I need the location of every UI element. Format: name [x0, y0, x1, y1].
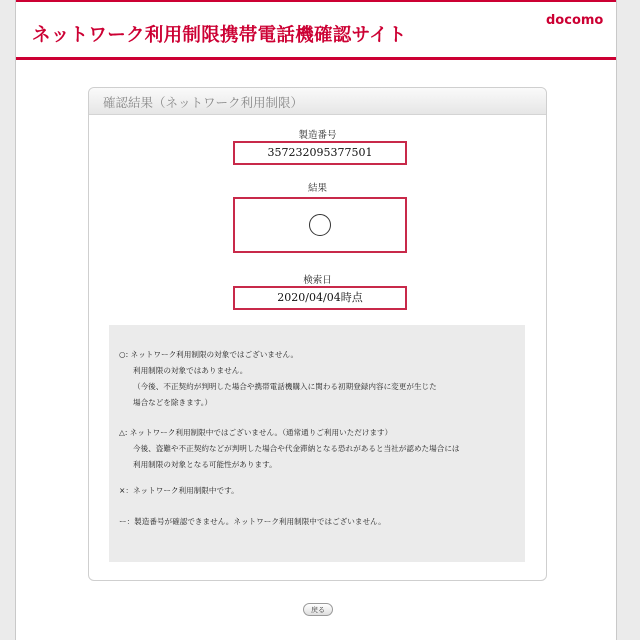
legend-circle-heading: ○: ネットワーク利用制限の対象ではございません。 — [119, 350, 299, 359]
site-title: ネットワーク利用制限携帯電話機確認サイト — [32, 25, 407, 46]
date-label: 検索日 — [303, 275, 332, 286]
back-button[interactable]: 戻る — [303, 603, 333, 616]
result-label: 結果 — [307, 183, 327, 194]
panel-title: 確認結果（ネットワーク利用制限） — [103, 95, 304, 110]
serial-value: 357232095377501 — [233, 141, 407, 165]
legend-dash-heading: ー：製造番号が確認できません。ネットワーク利用制限中ではございません。 — [119, 517, 386, 526]
legend-circle-text: 利用制限の対象ではありません。 — [133, 366, 248, 375]
legend-triangle-text: 利用制限の対象となる可能性があります。 — [133, 460, 277, 469]
legend-circle-text: （今後、不正契約が判明した場合や携帯電話機購入に関わる初期登録内容に変更が生じた — [133, 382, 437, 391]
header-rule — [16, 57, 616, 60]
legend-triangle-text: 今後、盗難や不正契約などが判明した場合や代金滞納となる恐れがあると当社が認めた場合には — [133, 444, 460, 453]
docomo-logo: docomo — [546, 13, 604, 28]
left-gutter — [0, 0, 16, 640]
result-panel — [88, 87, 547, 581]
top-border — [16, 0, 616, 2]
panel-header — [89, 88, 546, 115]
right-gutter — [616, 0, 640, 640]
result-legend — [109, 325, 525, 562]
date-value: 2020/04/04時点 — [233, 286, 407, 310]
circle-mark-icon — [309, 214, 331, 236]
legend-cross-heading: ×：ネットワーク利用制限中です。 — [119, 486, 239, 495]
serial-label: 製造番号 — [298, 130, 337, 141]
result-box — [233, 197, 407, 253]
legend-triangle-heading: △: ネットワーク利用制限中ではございません。（通常通りご利用いただけます） — [119, 428, 393, 437]
legend-circle-text: 場合などを除きます。） — [133, 398, 213, 407]
